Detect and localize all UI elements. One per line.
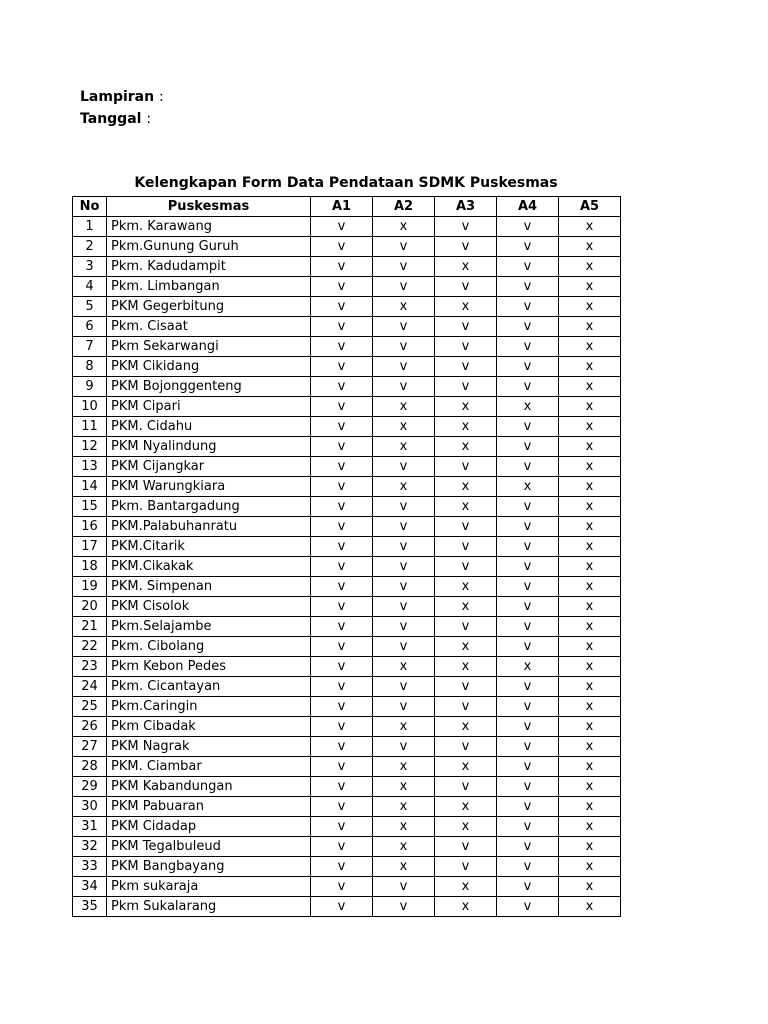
a3-status: x bbox=[435, 437, 497, 457]
a2-status: v bbox=[373, 377, 435, 397]
a1-status: v bbox=[311, 497, 373, 517]
a4-status: v bbox=[497, 857, 559, 877]
table-row bbox=[73, 497, 621, 517]
a5-status: x bbox=[559, 657, 621, 677]
a1-status: v bbox=[311, 897, 373, 917]
tanggal-line bbox=[80, 110, 151, 128]
a5-status: x bbox=[559, 537, 621, 557]
table-row bbox=[73, 237, 621, 257]
a1-status: v bbox=[311, 777, 373, 797]
a1-status: v bbox=[311, 757, 373, 777]
a2-status: v bbox=[373, 597, 435, 617]
a2-status: v bbox=[373, 237, 435, 257]
row-number: 12 bbox=[73, 437, 107, 457]
a4-status: x bbox=[497, 397, 559, 417]
a3-status: x bbox=[435, 397, 497, 417]
puskesmas-name: PKM Warungkiara bbox=[107, 477, 311, 497]
a2-status: v bbox=[373, 537, 435, 557]
a4-status: x bbox=[497, 477, 559, 497]
puskesmas-name: Pkm Sekarwangi bbox=[107, 337, 311, 357]
a1-status: v bbox=[311, 737, 373, 757]
a3-status: x bbox=[435, 577, 497, 597]
a3-status: x bbox=[435, 297, 497, 317]
puskesmas-name: Pkm. Karawang bbox=[107, 217, 311, 237]
row-number: 21 bbox=[73, 617, 107, 637]
a4-status: v bbox=[497, 557, 559, 577]
table-row bbox=[73, 897, 621, 917]
row-number: 31 bbox=[73, 817, 107, 837]
table-row bbox=[73, 317, 621, 337]
a3-status: x bbox=[435, 757, 497, 777]
column-header-puskesmas: Puskesmas bbox=[107, 197, 311, 217]
puskesmas-name: PKM Bangbayang bbox=[107, 857, 311, 877]
a3-status: x bbox=[435, 417, 497, 437]
row-number: 32 bbox=[73, 837, 107, 857]
table-row bbox=[73, 457, 621, 477]
puskesmas-table bbox=[72, 196, 621, 917]
a4-status: v bbox=[497, 817, 559, 837]
table-row bbox=[73, 597, 621, 617]
a4-status: v bbox=[497, 297, 559, 317]
table-row bbox=[73, 777, 621, 797]
a5-status: x bbox=[559, 277, 621, 297]
table-header-row bbox=[73, 197, 621, 217]
a4-status: v bbox=[497, 497, 559, 517]
a2-status: v bbox=[373, 637, 435, 657]
a5-status: x bbox=[559, 457, 621, 477]
row-number: 10 bbox=[73, 397, 107, 417]
a1-status: v bbox=[311, 857, 373, 877]
a3-status: v bbox=[435, 317, 497, 337]
a2-status: x bbox=[373, 837, 435, 857]
puskesmas-name: Pkm Cibadak bbox=[107, 717, 311, 737]
a5-status: x bbox=[559, 477, 621, 497]
a5-status: x bbox=[559, 297, 621, 317]
a5-status: x bbox=[559, 757, 621, 777]
a1-status: v bbox=[311, 717, 373, 737]
a2-status: v bbox=[373, 457, 435, 477]
row-number: 11 bbox=[73, 417, 107, 437]
a2-status: x bbox=[373, 297, 435, 317]
a3-status: v bbox=[435, 217, 497, 237]
row-number: 35 bbox=[73, 897, 107, 917]
table-row bbox=[73, 277, 621, 297]
puskesmas-name: Pkm.Caringin bbox=[107, 697, 311, 717]
table-row bbox=[73, 397, 621, 417]
a3-status: x bbox=[435, 257, 497, 277]
row-number: 4 bbox=[73, 277, 107, 297]
a5-status: x bbox=[559, 677, 621, 697]
a3-status: v bbox=[435, 697, 497, 717]
a4-status: v bbox=[497, 897, 559, 917]
a1-status: v bbox=[311, 277, 373, 297]
table-row bbox=[73, 877, 621, 897]
a2-status: x bbox=[373, 477, 435, 497]
a1-status: v bbox=[311, 517, 373, 537]
a4-status: v bbox=[497, 377, 559, 397]
a2-status: x bbox=[373, 717, 435, 737]
row-number: 5 bbox=[73, 297, 107, 317]
puskesmas-name: PKM.Cikakak bbox=[107, 557, 311, 577]
a5-status: x bbox=[559, 877, 621, 897]
table-row bbox=[73, 757, 621, 777]
a3-status: v bbox=[435, 377, 497, 397]
a1-status: v bbox=[311, 677, 373, 697]
row-number: 25 bbox=[73, 697, 107, 717]
a4-status: v bbox=[497, 677, 559, 697]
a4-status: v bbox=[497, 757, 559, 777]
a4-status: v bbox=[497, 317, 559, 337]
a3-status: v bbox=[435, 357, 497, 377]
a1-status: v bbox=[311, 217, 373, 237]
a3-status: x bbox=[435, 477, 497, 497]
row-number: 7 bbox=[73, 337, 107, 357]
a2-status: v bbox=[373, 877, 435, 897]
a1-status: v bbox=[311, 297, 373, 317]
a4-status: v bbox=[497, 337, 559, 357]
a2-status: v bbox=[373, 577, 435, 597]
a2-status: v bbox=[373, 737, 435, 757]
table-row bbox=[73, 537, 621, 557]
a3-status: x bbox=[435, 717, 497, 737]
a2-status: x bbox=[373, 657, 435, 677]
a3-status: x bbox=[435, 877, 497, 897]
puskesmas-name: Pkm sukaraja bbox=[107, 877, 311, 897]
a3-status: v bbox=[435, 837, 497, 857]
a5-status: x bbox=[559, 377, 621, 397]
table-row bbox=[73, 477, 621, 497]
puskesmas-name: Pkm. Kadudampit bbox=[107, 257, 311, 277]
a1-status: v bbox=[311, 577, 373, 597]
a2-status: v bbox=[373, 257, 435, 277]
table-row bbox=[73, 437, 621, 457]
a1-status: v bbox=[311, 697, 373, 717]
a2-status: x bbox=[373, 817, 435, 837]
a4-status: v bbox=[497, 537, 559, 557]
a5-status: x bbox=[559, 497, 621, 517]
a4-status: v bbox=[497, 517, 559, 537]
puskesmas-name: PKM Bojonggenteng bbox=[107, 377, 311, 397]
a2-status: x bbox=[373, 217, 435, 237]
puskesmas-name: PKM Nagrak bbox=[107, 737, 311, 757]
puskesmas-name: PKM. Simpenan bbox=[107, 577, 311, 597]
a3-status: v bbox=[435, 617, 497, 637]
row-number: 24 bbox=[73, 677, 107, 697]
a5-status: x bbox=[559, 217, 621, 237]
row-number: 15 bbox=[73, 497, 107, 517]
row-number: 26 bbox=[73, 717, 107, 737]
table-body bbox=[73, 217, 621, 917]
table-row bbox=[73, 637, 621, 657]
a5-status: x bbox=[559, 897, 621, 917]
a3-status: x bbox=[435, 657, 497, 677]
puskesmas-name: PKM. Cidahu bbox=[107, 417, 311, 437]
a4-status: v bbox=[497, 237, 559, 257]
a4-status: v bbox=[497, 417, 559, 437]
row-number: 19 bbox=[73, 577, 107, 597]
column-header-a3: A3 bbox=[435, 197, 497, 217]
a1-status: v bbox=[311, 357, 373, 377]
row-number: 14 bbox=[73, 477, 107, 497]
a2-status: x bbox=[373, 757, 435, 777]
puskesmas-name: Pkm Kebon Pedes bbox=[107, 657, 311, 677]
a1-status: v bbox=[311, 457, 373, 477]
a1-status: v bbox=[311, 337, 373, 357]
a3-status: x bbox=[435, 897, 497, 917]
a4-status: v bbox=[497, 697, 559, 717]
a3-status: x bbox=[435, 817, 497, 837]
a5-status: x bbox=[559, 237, 621, 257]
row-number: 3 bbox=[73, 257, 107, 277]
puskesmas-name: PKM. Ciambar bbox=[107, 757, 311, 777]
a1-status: v bbox=[311, 637, 373, 657]
a1-status: v bbox=[311, 477, 373, 497]
puskesmas-name: PKM.Palabuhanratu bbox=[107, 517, 311, 537]
a1-status: v bbox=[311, 817, 373, 837]
lampiran-line bbox=[80, 88, 164, 106]
a5-status: x bbox=[559, 857, 621, 877]
a1-status: v bbox=[311, 877, 373, 897]
a3-status: v bbox=[435, 237, 497, 257]
puskesmas-name: PKM Cidadap bbox=[107, 817, 311, 837]
a3-status: v bbox=[435, 517, 497, 537]
table-row bbox=[73, 517, 621, 537]
a4-status: v bbox=[497, 217, 559, 237]
row-number: 30 bbox=[73, 797, 107, 817]
a3-status: v bbox=[435, 457, 497, 477]
puskesmas-name: Pkm. Cicantayan bbox=[107, 677, 311, 697]
a5-status: x bbox=[559, 577, 621, 597]
a1-status: v bbox=[311, 317, 373, 337]
a2-status: v bbox=[373, 357, 435, 377]
a4-status: v bbox=[497, 777, 559, 797]
a2-status: x bbox=[373, 797, 435, 817]
column-header-no: No bbox=[73, 197, 107, 217]
puskesmas-name: PKM Cijangkar bbox=[107, 457, 311, 477]
a5-status: x bbox=[559, 417, 621, 437]
a3-status: v bbox=[435, 557, 497, 577]
table-row bbox=[73, 217, 621, 237]
a2-status: x bbox=[373, 857, 435, 877]
a3-status: v bbox=[435, 277, 497, 297]
row-number: 13 bbox=[73, 457, 107, 477]
puskesmas-name: Pkm. Cisaat bbox=[107, 317, 311, 337]
a4-status: v bbox=[497, 617, 559, 637]
a2-status: v bbox=[373, 677, 435, 697]
tanggal-colon: : bbox=[146, 111, 152, 127]
puskesmas-name: PKM Cipari bbox=[107, 397, 311, 417]
a1-status: v bbox=[311, 657, 373, 677]
row-number: 9 bbox=[73, 377, 107, 397]
table-row bbox=[73, 557, 621, 577]
a5-status: x bbox=[559, 557, 621, 577]
a5-status: x bbox=[559, 257, 621, 277]
a3-status: v bbox=[435, 677, 497, 697]
puskesmas-name: Pkm Sukalarang bbox=[107, 897, 311, 917]
a5-status: x bbox=[559, 357, 621, 377]
a3-status: v bbox=[435, 777, 497, 797]
puskesmas-name: Pkm.Gunung Guruh bbox=[107, 237, 311, 257]
a2-status: v bbox=[373, 277, 435, 297]
puskesmas-name: PKM.Citarik bbox=[107, 537, 311, 557]
a5-status: x bbox=[559, 837, 621, 857]
a2-status: x bbox=[373, 777, 435, 797]
row-number: 6 bbox=[73, 317, 107, 337]
a5-status: x bbox=[559, 317, 621, 337]
a5-status: x bbox=[559, 437, 621, 457]
table-row bbox=[73, 677, 621, 697]
a4-status: v bbox=[497, 437, 559, 457]
a4-status: v bbox=[497, 637, 559, 657]
a4-status: v bbox=[497, 277, 559, 297]
table-row bbox=[73, 417, 621, 437]
tanggal-label: Tanggal bbox=[80, 111, 142, 127]
a4-status: v bbox=[497, 357, 559, 377]
column-header-a1: A1 bbox=[311, 197, 373, 217]
a2-status: v bbox=[373, 517, 435, 537]
a2-status: x bbox=[373, 437, 435, 457]
a2-status: x bbox=[373, 397, 435, 417]
a5-status: x bbox=[559, 717, 621, 737]
table-row bbox=[73, 697, 621, 717]
a1-status: v bbox=[311, 597, 373, 617]
a2-status: v bbox=[373, 897, 435, 917]
a1-status: v bbox=[311, 797, 373, 817]
a2-status: v bbox=[373, 497, 435, 517]
puskesmas-name: Pkm. Limbangan bbox=[107, 277, 311, 297]
a5-status: x bbox=[559, 737, 621, 757]
row-number: 17 bbox=[73, 537, 107, 557]
a3-status: x bbox=[435, 637, 497, 657]
column-header-a2: A2 bbox=[373, 197, 435, 217]
table-row bbox=[73, 857, 621, 877]
table-row bbox=[73, 737, 621, 757]
table-row bbox=[73, 577, 621, 597]
a5-status: x bbox=[559, 697, 621, 717]
row-number: 23 bbox=[73, 657, 107, 677]
a5-status: x bbox=[559, 637, 621, 657]
row-number: 34 bbox=[73, 877, 107, 897]
puskesmas-name: PKM Cikidang bbox=[107, 357, 311, 377]
a1-status: v bbox=[311, 617, 373, 637]
a1-status: v bbox=[311, 397, 373, 417]
table-row bbox=[73, 817, 621, 837]
a1-status: v bbox=[311, 377, 373, 397]
a2-status: v bbox=[373, 697, 435, 717]
table-row bbox=[73, 837, 621, 857]
a1-status: v bbox=[311, 257, 373, 277]
lampiran-label: Lampiran bbox=[80, 89, 155, 105]
a4-status: x bbox=[497, 657, 559, 677]
a4-status: v bbox=[497, 457, 559, 477]
a4-status: v bbox=[497, 597, 559, 617]
table-row bbox=[73, 257, 621, 277]
row-number: 28 bbox=[73, 757, 107, 777]
row-number: 16 bbox=[73, 517, 107, 537]
row-number: 20 bbox=[73, 597, 107, 617]
a2-status: v bbox=[373, 617, 435, 637]
a3-status: x bbox=[435, 597, 497, 617]
table-row bbox=[73, 337, 621, 357]
table-row bbox=[73, 377, 621, 397]
a3-status: x bbox=[435, 797, 497, 817]
a5-status: x bbox=[559, 617, 621, 637]
a1-status: v bbox=[311, 437, 373, 457]
puskesmas-name: PKM Tegalbuleud bbox=[107, 837, 311, 857]
puskesmas-name: Pkm.Selajambe bbox=[107, 617, 311, 637]
a5-status: x bbox=[559, 397, 621, 417]
puskesmas-name: PKM Kabandungan bbox=[107, 777, 311, 797]
a3-status: x bbox=[435, 497, 497, 517]
a5-status: x bbox=[559, 517, 621, 537]
a3-status: v bbox=[435, 857, 497, 877]
a3-status: v bbox=[435, 737, 497, 757]
a5-status: x bbox=[559, 777, 621, 797]
puskesmas-name: PKM Pabuaran bbox=[107, 797, 311, 817]
a4-status: v bbox=[497, 577, 559, 597]
a1-status: v bbox=[311, 537, 373, 557]
table-row bbox=[73, 657, 621, 677]
a5-status: x bbox=[559, 337, 621, 357]
lampiran-colon: : bbox=[158, 89, 164, 105]
a2-status: v bbox=[373, 317, 435, 337]
puskesmas-name: Pkm. Bantargadung bbox=[107, 497, 311, 517]
document-title: Kelengkapan Form Data Pendataan SDMK Puskesmas bbox=[134, 175, 558, 191]
puskesmas-name: PKM Nyalindung bbox=[107, 437, 311, 457]
table-row bbox=[73, 717, 621, 737]
a5-status: x bbox=[559, 597, 621, 617]
row-number: 33 bbox=[73, 857, 107, 877]
row-number: 8 bbox=[73, 357, 107, 377]
a4-status: v bbox=[497, 837, 559, 857]
table-row bbox=[73, 797, 621, 817]
a4-status: v bbox=[497, 877, 559, 897]
column-header-a4: A4 bbox=[497, 197, 559, 217]
table-row bbox=[73, 357, 621, 377]
a4-status: v bbox=[497, 797, 559, 817]
row-number: 1 bbox=[73, 217, 107, 237]
column-header-a5: A5 bbox=[559, 197, 621, 217]
a1-status: v bbox=[311, 417, 373, 437]
a2-status: x bbox=[373, 417, 435, 437]
row-number: 27 bbox=[73, 737, 107, 757]
a5-status: x bbox=[559, 817, 621, 837]
a1-status: v bbox=[311, 837, 373, 857]
a2-status: v bbox=[373, 557, 435, 577]
a1-status: v bbox=[311, 237, 373, 257]
a3-status: v bbox=[435, 337, 497, 357]
puskesmas-name: PKM Cisolok bbox=[107, 597, 311, 617]
a4-status: v bbox=[497, 737, 559, 757]
puskesmas-name: PKM Gegerbitung bbox=[107, 297, 311, 317]
table-row bbox=[73, 297, 621, 317]
a3-status: v bbox=[435, 537, 497, 557]
a5-status: x bbox=[559, 797, 621, 817]
puskesmas-name: Pkm. Cibolang bbox=[107, 637, 311, 657]
table-row bbox=[73, 617, 621, 637]
row-number: 29 bbox=[73, 777, 107, 797]
a4-status: v bbox=[497, 257, 559, 277]
a4-status: v bbox=[497, 717, 559, 737]
a2-status: v bbox=[373, 337, 435, 357]
row-number: 2 bbox=[73, 237, 107, 257]
row-number: 18 bbox=[73, 557, 107, 577]
row-number: 22 bbox=[73, 637, 107, 657]
a1-status: v bbox=[311, 557, 373, 577]
